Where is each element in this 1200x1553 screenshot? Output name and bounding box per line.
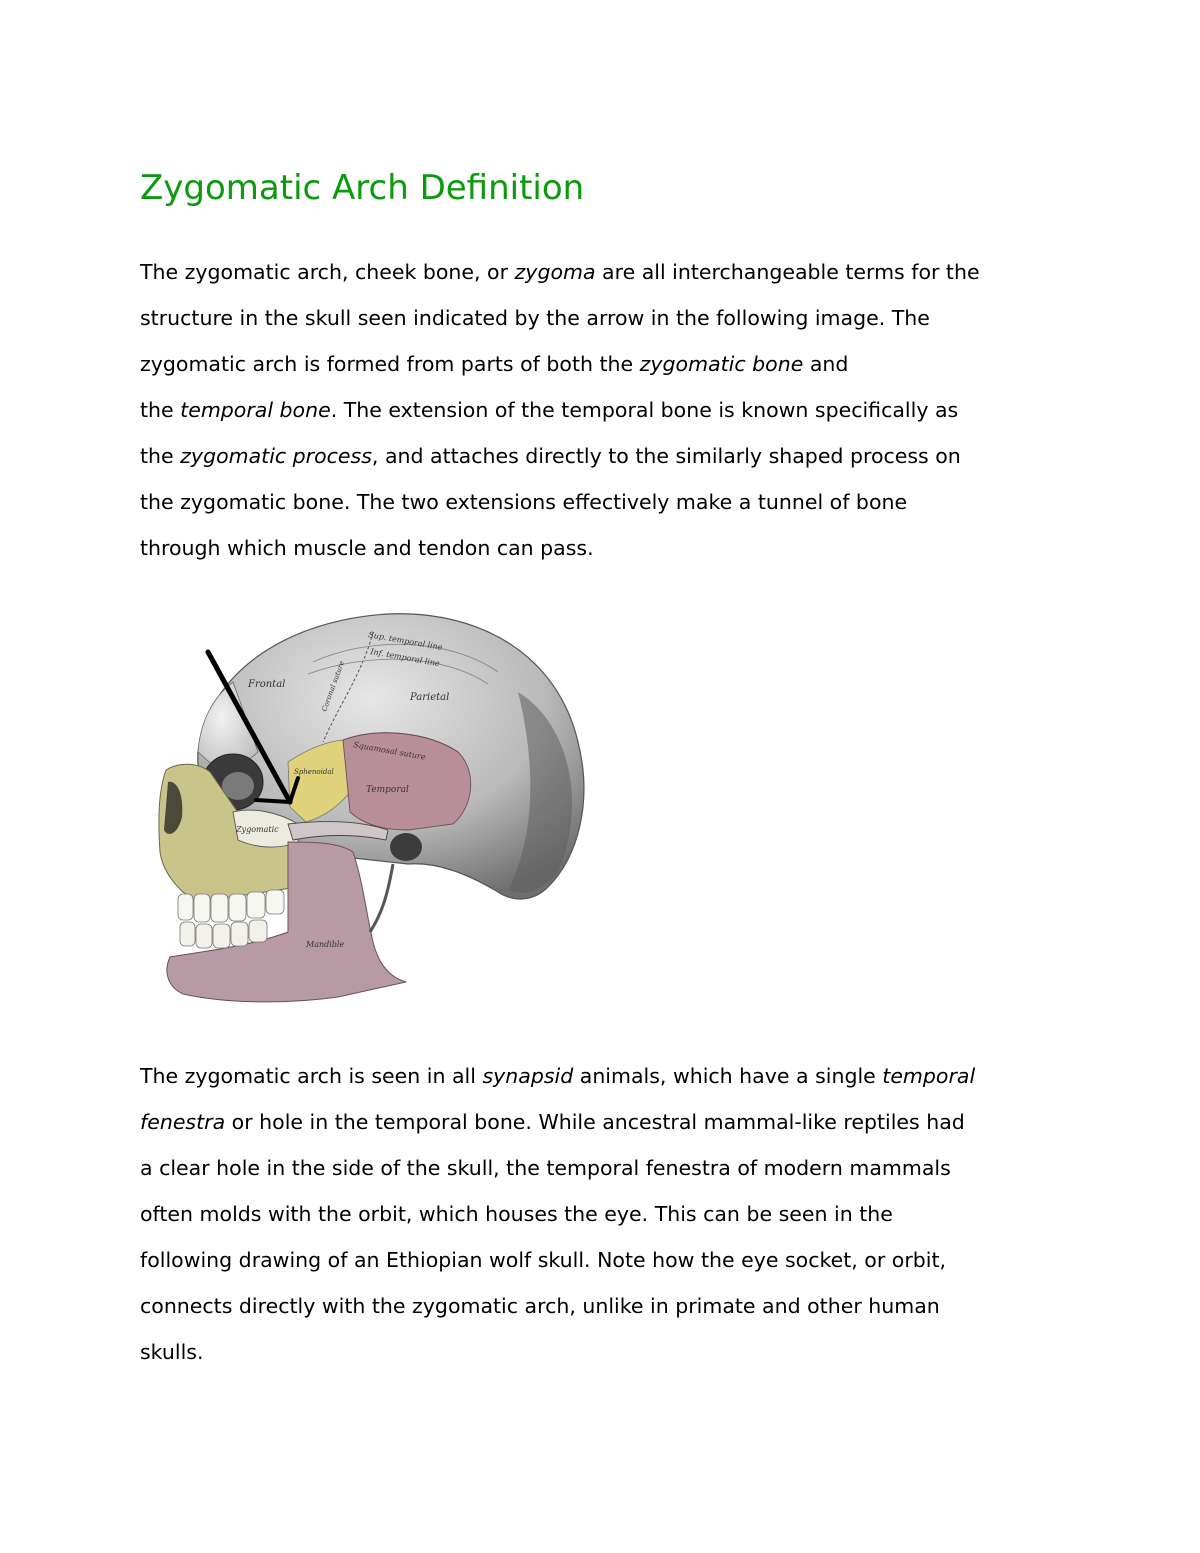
paragraph-line	[140, 433, 1080, 479]
italic-term-zygomatic-process: zygomatic process	[180, 444, 372, 468]
text-run: the	[140, 398, 181, 422]
label-sphenoidal: Sphenoidal	[294, 768, 334, 776]
label-temporal: Temporal	[366, 785, 409, 795]
paragraph-line: following drawing of an Ethiopian wolf skull. Note how the eye socket, or orbit,	[140, 1248, 947, 1272]
text-run: or hole in the temporal bone. While ancestral mammal-like reptiles had	[225, 1110, 965, 1134]
text-run: zygomatic arch is formed from parts of both the	[140, 352, 640, 376]
paragraph-line: connects directly with the zygomatic arch, unlike in primate and other human	[140, 1294, 940, 1318]
skull-drawing	[138, 602, 598, 1008]
label-mandible: Mandible	[306, 940, 345, 949]
styloid-process	[370, 864, 393, 932]
italic-term-temporal: temporal	[882, 1064, 976, 1088]
intro-paragraph	[140, 249, 1080, 571]
label-inf-temporal-line: Inf. temporal line	[369, 647, 441, 669]
label-sup-temporal-line: Sup. temporal line	[367, 630, 444, 652]
label-frontal: Frontal	[248, 679, 286, 690]
skull-illustration	[138, 602, 598, 1008]
label-zygomatic: Zygomatic	[236, 825, 279, 834]
paragraph-line: the zygomatic bone. The two extensions effectively make a tunnel of bone	[140, 490, 908, 514]
text-run: are all interchangeable terms for the	[595, 260, 980, 284]
paragraph-line: structure in the skull seen indicated by the arrow in the following image. The	[140, 306, 930, 330]
paragraph-line: often molds with the orbit, which houses the eye. This can be seen in the	[140, 1202, 893, 1226]
paragraph-line	[140, 249, 1080, 295]
paragraph-line	[140, 1099, 1080, 1145]
synapsid-paragraph	[140, 1053, 1080, 1375]
italic-term-fenestra: fenestra	[140, 1110, 226, 1134]
text-run: , and attaches directly to the similarly shaped process on	[371, 444, 961, 468]
label-coronal-suture: Coronal suture	[320, 659, 347, 713]
text-run: The zygomatic arch is seen in all	[140, 1064, 483, 1088]
paragraph-line: a clear hole in the side of the skull, the temporal fenestra of modern mammals	[140, 1156, 951, 1180]
paragraph-line	[140, 387, 1080, 433]
label-parietal: Parietal	[410, 692, 450, 703]
italic-term-zygoma: zygoma	[514, 260, 596, 284]
text-run: the	[140, 444, 181, 468]
paragraph-line	[140, 1053, 1080, 1099]
text-run: . The extension of the temporal bone is known specifically as	[330, 398, 959, 422]
paragraph-line: skulls.	[140, 1340, 204, 1364]
paragraph-line	[140, 341, 1080, 387]
italic-term-temporal-bone: temporal bone	[180, 398, 331, 422]
text-run: and	[803, 352, 849, 376]
text-run: animals, which have a single	[573, 1064, 883, 1088]
text-run: The zygomatic arch, cheek bone, or	[140, 260, 515, 284]
paragraph-line: through which muscle and tendon can pass.	[140, 536, 594, 560]
italic-term-synapsid: synapsid	[482, 1064, 574, 1088]
page-title: Zygomatic Arch Definition	[140, 168, 585, 208]
italic-term-zygomatic-bone: zygomatic bone	[639, 352, 804, 376]
label-squamous-suture: Squamosal suture	[352, 740, 427, 762]
ear-canal	[390, 833, 422, 861]
